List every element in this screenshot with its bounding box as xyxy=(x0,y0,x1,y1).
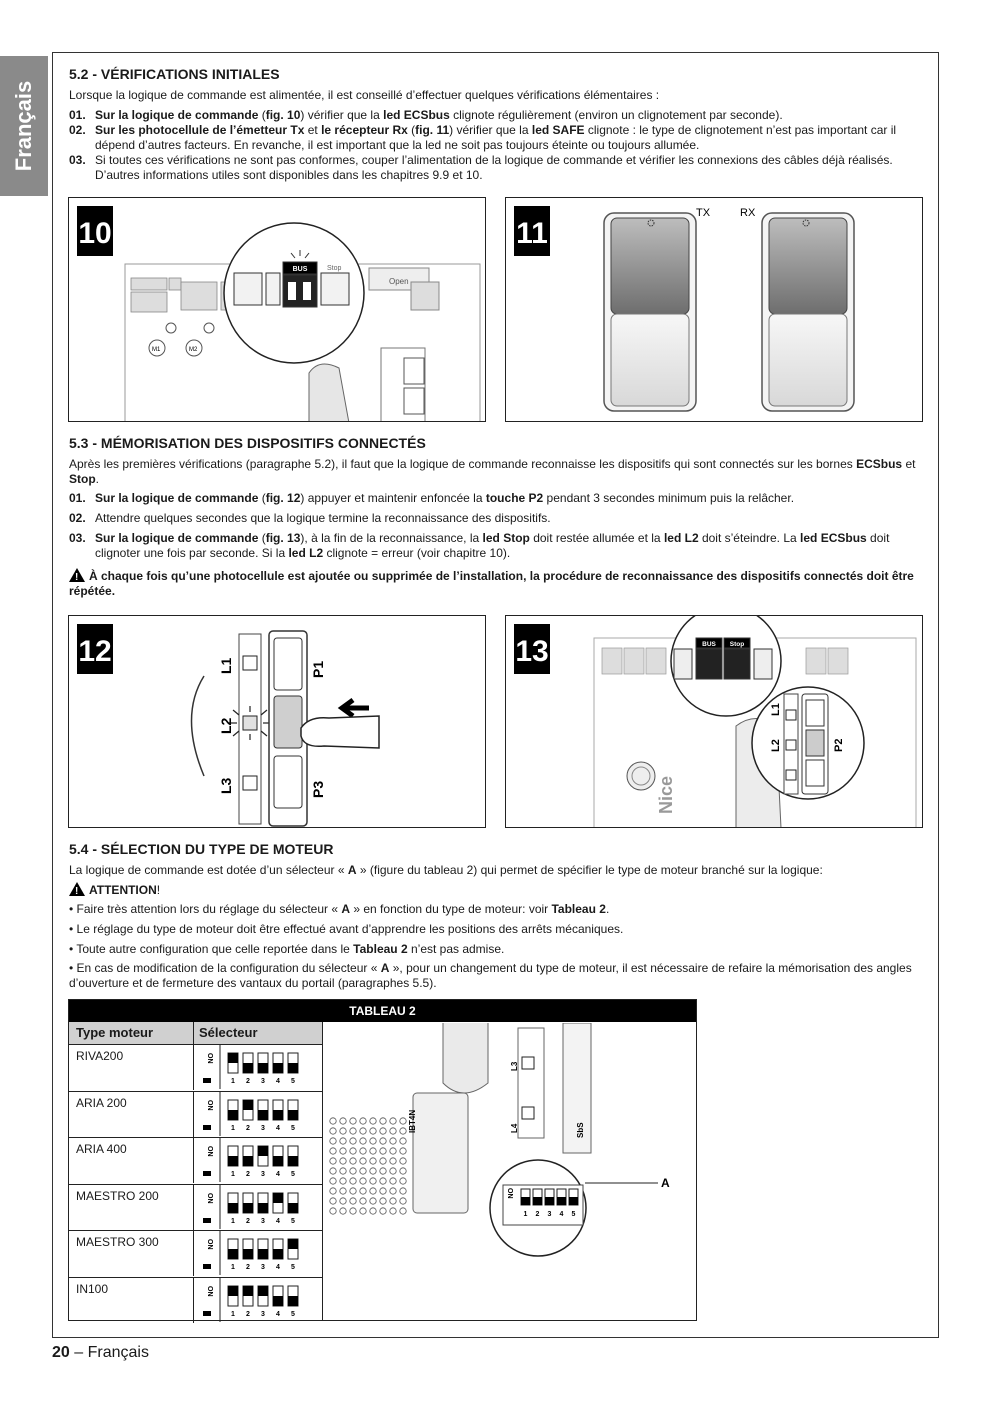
dip-switch-diagram xyxy=(194,1092,322,1136)
dip-switch-lever xyxy=(258,1146,268,1156)
selector-cell xyxy=(193,1092,322,1137)
svg-text:11: 11 xyxy=(516,217,548,250)
selector-cell xyxy=(193,1138,322,1183)
list-item: 01. Sur la logique de commande (fig. 10) vérifier que la led ECSbus clignote régulièrement (environ un clignotement par seconde). xyxy=(69,108,783,122)
dip-switch-lever xyxy=(273,1110,283,1120)
selector-cell xyxy=(193,1278,322,1323)
on-label: ON xyxy=(206,1239,213,1250)
dip-switch-diagram xyxy=(194,1045,322,1089)
control-board-illustration xyxy=(69,198,486,422)
dip-switch-lever xyxy=(258,1286,268,1296)
svg-text:L1: L1 xyxy=(218,657,234,674)
table-row xyxy=(69,1091,322,1137)
svg-text:A: A xyxy=(661,1176,670,1190)
svg-text:SbS: SbS xyxy=(576,1122,585,1138)
language-side-tab: Français xyxy=(0,56,48,196)
motor-type: ARIA 200 xyxy=(76,1095,127,1110)
dip-switch-lever xyxy=(273,1193,283,1203)
dip-switch-lever xyxy=(288,1110,298,1120)
dip-switch-diagram xyxy=(194,1138,322,1182)
svg-text:BUS: BUS xyxy=(702,641,716,648)
motor-type: ARIA 400 xyxy=(76,1142,127,1156)
section-5-4-intro: La logique de commande est dotée d’un sélecteur « A » (figure du tableau 2) qui permet de spécifier le type de moteur branché sur la logique: xyxy=(69,863,823,877)
svg-text:BUS: BUS xyxy=(292,266,308,273)
svg-text:L2: L2 xyxy=(218,717,234,734)
dip-switch-lever xyxy=(258,1110,268,1120)
on-label: ON xyxy=(206,1146,213,1157)
table-row xyxy=(69,1184,322,1230)
switch-number: 5 xyxy=(291,1217,295,1225)
dip-switch-lever xyxy=(243,1063,253,1073)
dip-switch-location-illustration xyxy=(323,1023,697,1320)
dip-switch-diagram xyxy=(194,1231,322,1275)
dip-switch-lever xyxy=(228,1156,238,1166)
column-header-selector: Sélecteur xyxy=(193,1022,322,1044)
switch-number: 3 xyxy=(261,1124,265,1132)
page-number: 20 xyxy=(52,1344,70,1361)
switch-number: 3 xyxy=(261,1078,265,1085)
section-5-4-title: 5.4 - SÉLECTION DU TYPE DE MOTEUR xyxy=(69,841,334,857)
dip-switch-lever xyxy=(243,1249,253,1259)
list-item: 03. Sur la logique de commande (fig. 13), à la fin de la reconnaissance, la led Stop doit restée allumée et la led L2 doit s’éteindre. La led ECSbus doit clignoter une fois par seconde. Si la led L2 clignote = erreur (voir chapitre 10). xyxy=(69,531,890,560)
bullet-item: • Le réglage du type de moteur doit être effectué avant d’apprendre les positions des arrêts mécaniques. xyxy=(69,922,624,936)
switch-number: 3 xyxy=(261,1310,265,1318)
dip-switch-lever xyxy=(228,1249,238,1259)
section-5-2-intro: Lorsque la logique de commande est alimentée, il est conseillé d’effectuer quelques vérifications élémentaires : xyxy=(69,88,660,102)
button-p2-press-illustration xyxy=(69,616,486,828)
on-label: ON xyxy=(206,1285,213,1296)
switch-number: 5 xyxy=(291,1078,295,1085)
section-5-3-title: 5.3 - MÉMORISATION DES DISPOSITIFS CONNECTÉS xyxy=(69,435,426,451)
page-footer: 20 – Français xyxy=(52,1344,149,1361)
table-row xyxy=(69,1277,322,1323)
dip-switch-lever xyxy=(273,1296,283,1306)
on-label: ON xyxy=(206,1192,213,1203)
switch-number: 2 xyxy=(246,1078,250,1085)
motor-type: RIVA200 xyxy=(76,1049,124,1063)
switch-number: 5 xyxy=(291,1171,295,1178)
dip-switch-lever xyxy=(243,1286,253,1296)
switch-number: 4 xyxy=(276,1078,280,1085)
svg-text:L1: L1 xyxy=(770,703,782,716)
svg-text:13: 13 xyxy=(515,635,549,668)
motor-type: IN100 xyxy=(76,1281,109,1296)
rx-photocell xyxy=(762,213,854,411)
dip-switch-lever xyxy=(243,1100,253,1110)
switch-number: 1 xyxy=(231,1171,235,1178)
section-5-3-intro: Après les premières vérifications (paragraphe 5.2), il faut que la logique de commande reconnaisse les dispositifs qui sont connectés sur les bornes ECSbus et Stop. xyxy=(69,457,916,486)
svg-text:P3: P3 xyxy=(310,780,326,798)
control-board-leds-illustration xyxy=(506,616,923,828)
dip-switch-lever xyxy=(258,1249,268,1259)
selector-cell xyxy=(193,1185,322,1230)
dip-switch-diagram xyxy=(194,1278,322,1322)
table-row xyxy=(69,1230,322,1276)
svg-text:12: 12 xyxy=(78,635,112,668)
bullet-item: • Faire très attention lors du réglage du sélecteur « A » en fonction du type de moteur: voir Tableau 2. xyxy=(69,902,610,916)
svg-text:Stop: Stop xyxy=(729,641,745,648)
dip-switch-lever xyxy=(288,1203,298,1213)
switch-number: 5 xyxy=(571,1211,576,1218)
dip-switch-lever xyxy=(243,1156,253,1166)
switch-number: 2 xyxy=(246,1171,250,1178)
dip-switch-lever xyxy=(273,1063,283,1073)
switch-number: 2 xyxy=(246,1124,250,1132)
section-5-3-warning: !À chaque fois qu’une photocellule est ajoutée ou supprimée de l’installation, la procédure de reconnaissance des dispositifs connectés doit être répétée. xyxy=(69,568,925,599)
table-row xyxy=(69,1137,322,1183)
on-label: ON xyxy=(506,1188,513,1199)
dip-switch-diagram xyxy=(194,1185,322,1229)
warning-icon xyxy=(69,568,85,582)
switch-number: 5 xyxy=(291,1310,295,1318)
svg-text:L3: L3 xyxy=(510,1061,519,1071)
switch-number: 2 xyxy=(246,1310,250,1318)
on-label: ON xyxy=(206,1053,213,1064)
switch-number: 3 xyxy=(261,1171,265,1178)
svg-text:RX: RX xyxy=(740,207,756,219)
dip-switch-lever xyxy=(258,1203,268,1213)
svg-text:10: 10 xyxy=(78,217,112,250)
warning-icon xyxy=(69,882,85,896)
bullet-item: • En cas de modification de la configuration du sélecteur « A », pour un changement du type de moteur, il est nécessaire de refaire la mémorisation des angles d’ouverture et de fermeture des vantaux du portail (paragraphes 5.5). xyxy=(69,961,912,990)
dip-switch-lever xyxy=(228,1053,238,1063)
switch-number: 2 xyxy=(535,1211,540,1218)
selector-cell xyxy=(193,1045,322,1090)
svg-text:M1: M1 xyxy=(152,347,161,353)
footer-language: Français xyxy=(87,1344,149,1361)
switch-number: 5 xyxy=(291,1264,295,1271)
attention-heading: !ATTENTION! xyxy=(69,882,925,898)
dip-switch-lever xyxy=(243,1203,253,1213)
figure-11 xyxy=(505,197,923,422)
list-item: 02. Sur les photocellule de l’émetteur Tx et le récepteur Rx (fig. 11) vérifier que la led SAFE clignote : le type de clignotement n’est pas important car il dépend d’autres facteurs. En revanche, il est important que la led ne soit pas toujours éteinte ou toujours allumée. xyxy=(69,123,897,152)
dip-switch-lever xyxy=(288,1296,298,1306)
switch-number: 1 xyxy=(231,1217,235,1225)
svg-text:M2: M2 xyxy=(189,347,198,353)
switch-number: 1 xyxy=(231,1310,235,1318)
svg-text:P1: P1 xyxy=(310,660,326,678)
table-title: TABLEAU 2 xyxy=(69,1000,696,1022)
photocell-tx-rx-illustration xyxy=(506,198,923,422)
svg-text:Nice: Nice xyxy=(656,775,676,814)
dip-switch-lever xyxy=(273,1156,283,1166)
on-label: ON xyxy=(206,1099,213,1110)
switch-number: 1 xyxy=(231,1124,235,1132)
figure-10 xyxy=(68,197,486,422)
motor-type: MAESTRO 300 xyxy=(76,1235,159,1249)
section-5-2-title: 5.2 - VÉRIFICATIONS INITIALES xyxy=(69,66,280,82)
dip-switch-lever xyxy=(258,1063,268,1073)
switch-number: 4 xyxy=(276,1124,280,1132)
switch-number: 2 xyxy=(246,1217,250,1225)
tableau-2 xyxy=(68,999,697,1321)
column-header-type: Type moteur xyxy=(69,1022,193,1044)
table-row xyxy=(69,1044,322,1090)
dip-switch-lever xyxy=(288,1239,298,1249)
switch-number: 3 xyxy=(261,1264,265,1271)
switch-number: 1 xyxy=(231,1264,235,1271)
switch-number: 2 xyxy=(246,1264,250,1271)
switch-number: 1 xyxy=(231,1078,235,1085)
figure-12 xyxy=(68,615,486,828)
switch-number: 4 xyxy=(276,1171,280,1178)
svg-text:TX: TX xyxy=(696,207,711,219)
figure-13 xyxy=(505,615,923,828)
svg-text:Open: Open xyxy=(389,277,409,286)
motor-type: MAESTRO 200 xyxy=(76,1188,159,1203)
dip-switch-lever xyxy=(228,1203,238,1213)
switch-number: 3 xyxy=(547,1211,552,1218)
switch-number: 5 xyxy=(291,1124,295,1132)
svg-text:IBT4N: IBT4N xyxy=(408,1109,417,1133)
dip-switch-lever xyxy=(288,1156,298,1166)
tx-photocell xyxy=(604,213,696,411)
dip-switch-lever xyxy=(228,1110,238,1120)
switch-number: 3 xyxy=(261,1217,265,1225)
switch-number: 4 xyxy=(276,1310,280,1318)
bullet-item: • Toute autre configuration que celle reportée dans le Tableau 2 n’est pas admise. xyxy=(69,942,505,956)
svg-text:L4: L4 xyxy=(510,1123,519,1133)
svg-text:L3: L3 xyxy=(218,777,234,794)
list-item: 01. Sur la logique de commande (fig. 12) appuyer et maintenir enfoncée la touche P2 pendant 3 secondes minimum puis la relâcher. xyxy=(69,491,795,505)
switch-number: 4 xyxy=(276,1264,280,1271)
svg-text:L2: L2 xyxy=(770,739,782,752)
selector-cell xyxy=(193,1231,322,1276)
dip-switch-lever xyxy=(228,1286,238,1296)
svg-text:Stop: Stop xyxy=(327,265,342,272)
list-item: 02. Attendre quelques secondes que la logique termine la reconnaissance des dispositifs. xyxy=(69,511,551,525)
svg-text:P2: P2 xyxy=(833,738,845,752)
switch-number: 4 xyxy=(276,1217,280,1225)
switch-number: 4 xyxy=(559,1211,564,1218)
dip-switch-lever xyxy=(273,1249,283,1259)
switch-number: 1 xyxy=(523,1211,528,1218)
list-item: 03. Si toutes ces vérifications ne sont pas conformes, couper l’alimentation de la logique de commande et vérifier les connexions des câbles déjà réalisés. D’autres informations utiles sont disponibles dans les chapitres 9.9 et 10. xyxy=(69,153,893,182)
dip-switch-lever xyxy=(288,1063,298,1073)
